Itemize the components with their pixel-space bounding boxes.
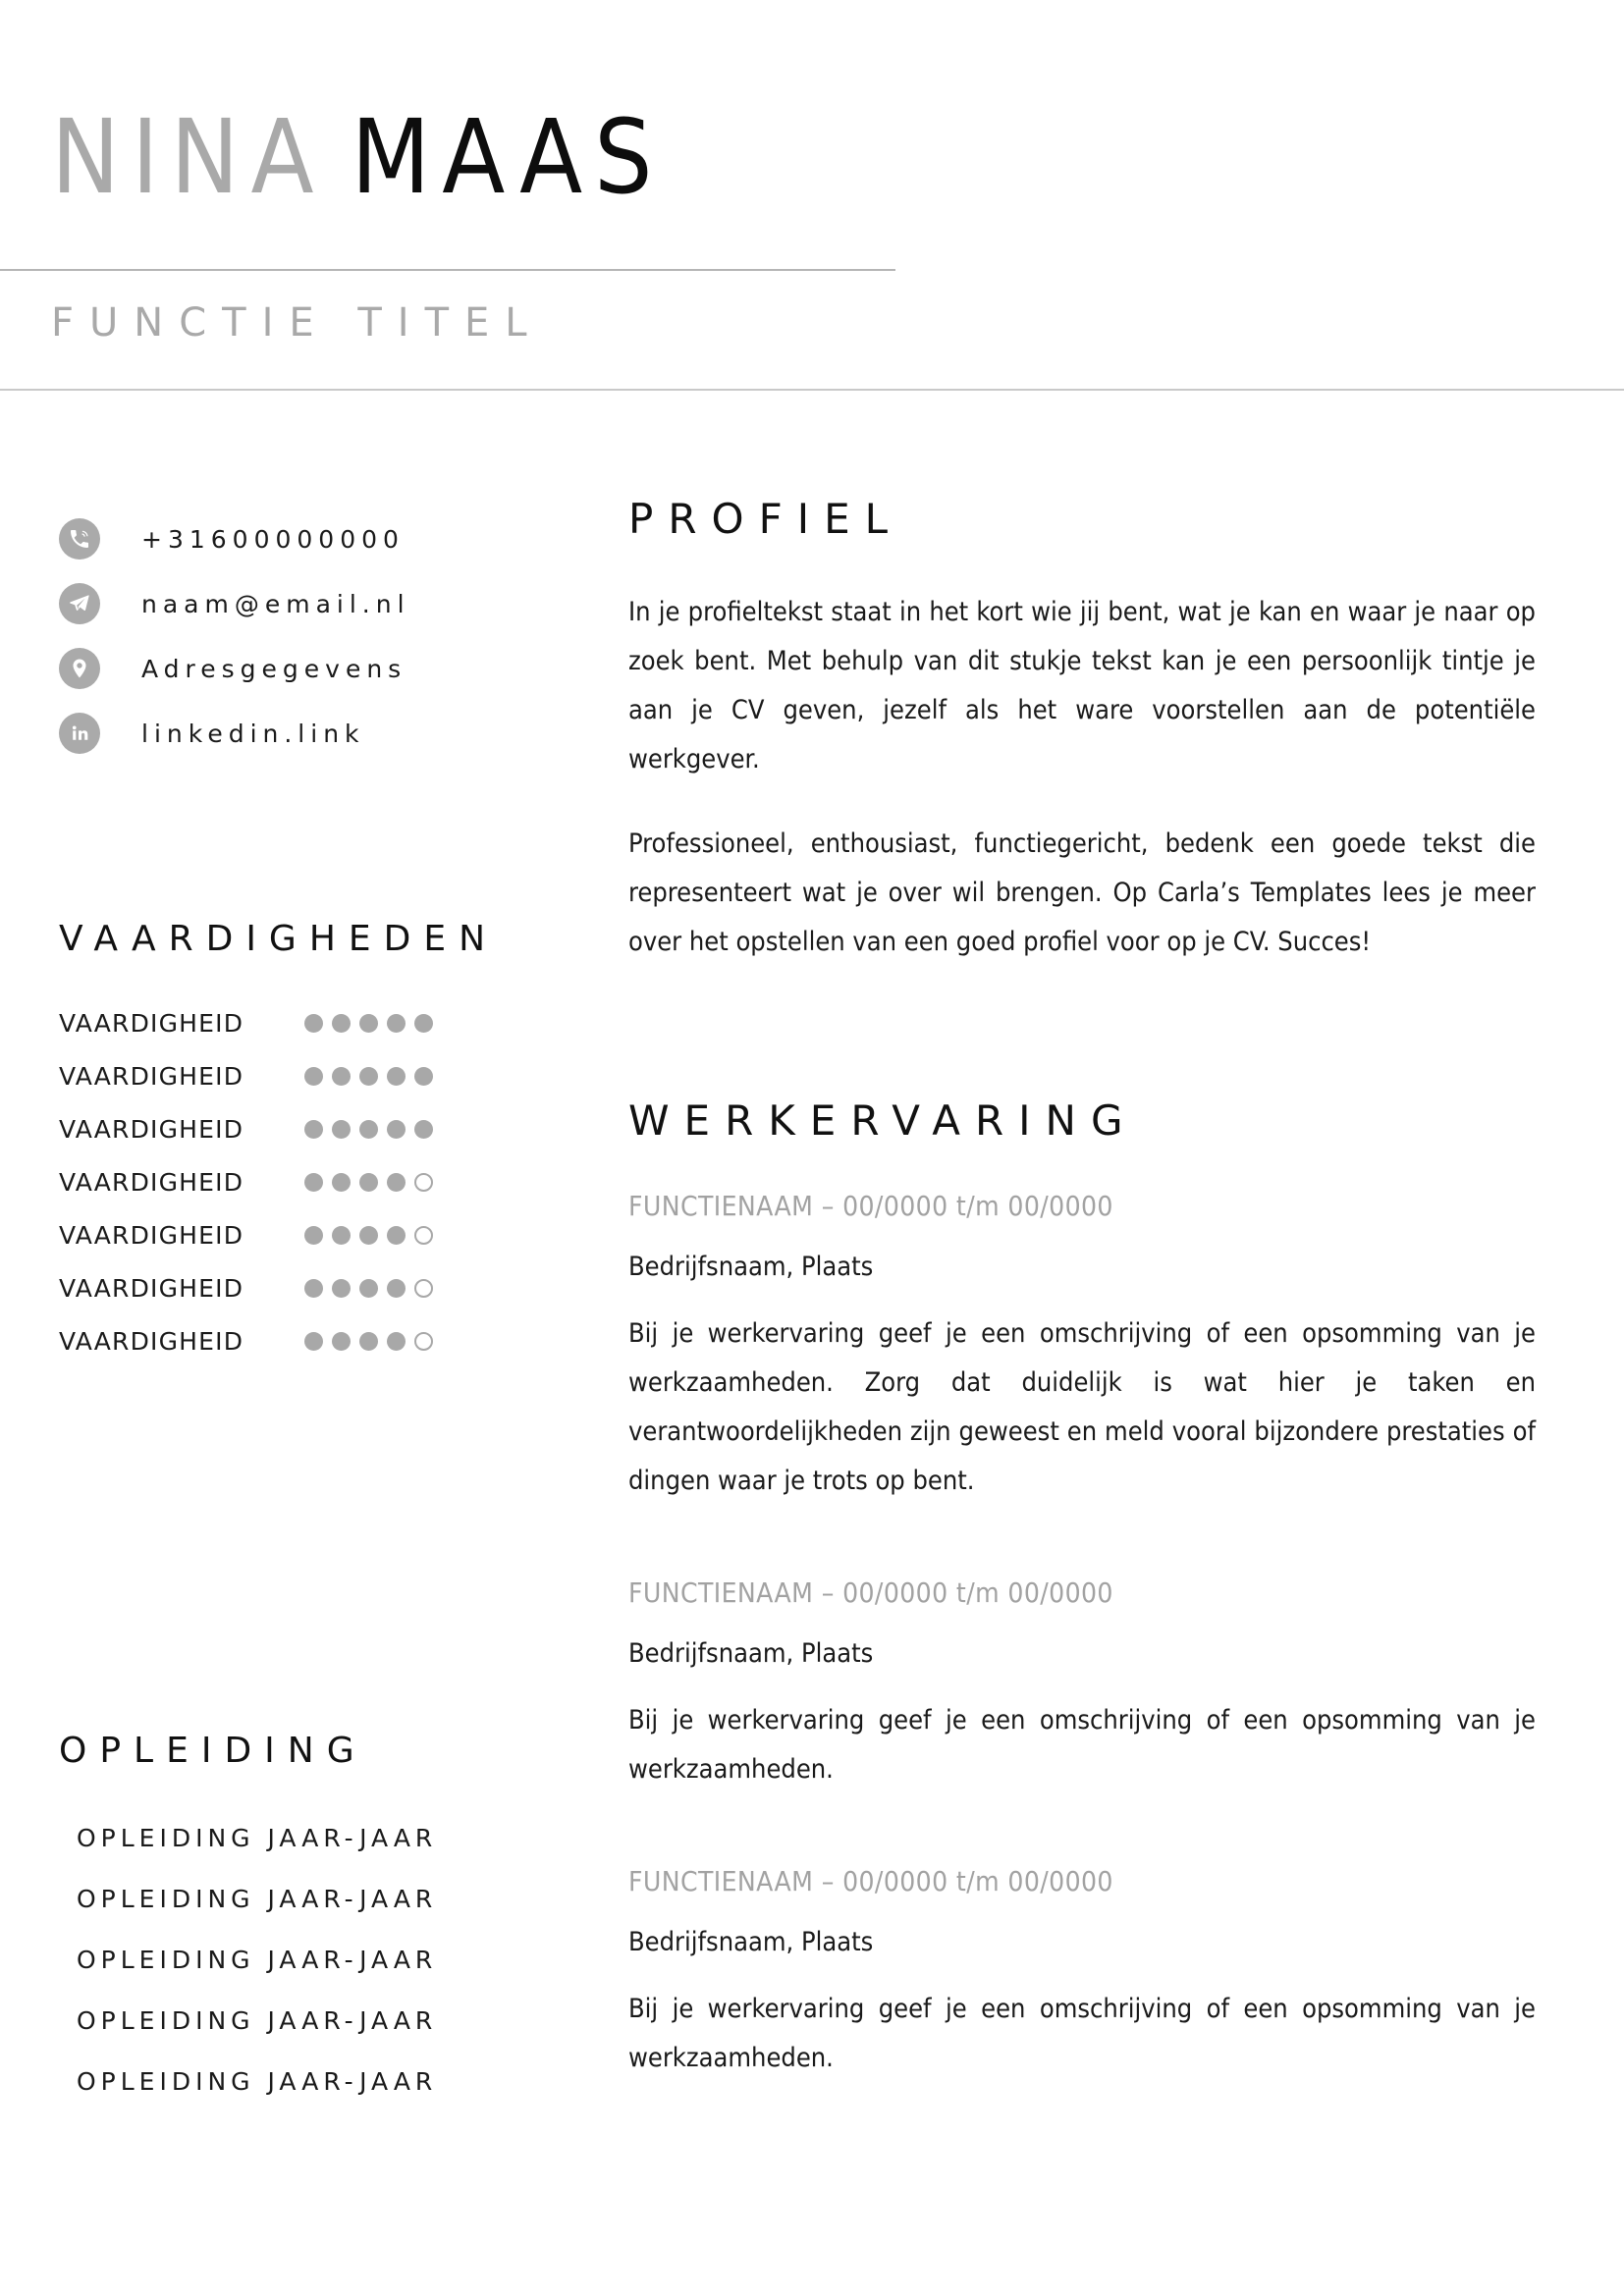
rating-dot-empty bbox=[414, 1279, 433, 1298]
rating-dot-filled bbox=[304, 1279, 323, 1298]
rating-dot-filled bbox=[359, 1332, 378, 1351]
skill-row bbox=[59, 1102, 628, 1155]
rating-dot-filled bbox=[387, 1014, 406, 1033]
profile-heading: PROFIEL bbox=[628, 495, 903, 543]
skill-rating bbox=[304, 1173, 433, 1192]
contact-list bbox=[0, 507, 628, 766]
rating-dot-filled bbox=[414, 1014, 433, 1033]
job-description: Bij je werkervaring geef je een omschrijving of een opsomming van je werkzaamheden. Zorg dat duidelijk is wat hier je taken en verantwoordelijkheden zijn geweest en meld vooral bijzondere prestaties of dingen waar je trots op bent. bbox=[628, 1318, 1536, 1496]
contact-value-linkedin: linkedin.link bbox=[141, 719, 365, 748]
rating-dot-filled bbox=[359, 1014, 378, 1033]
rating-dot-filled bbox=[332, 1067, 351, 1086]
profile-section bbox=[628, 495, 1536, 967]
job-company: Bedrijfsnaam, Plaats bbox=[628, 1252, 874, 1282]
experience-entry bbox=[628, 1576, 1536, 1794]
email-icon bbox=[59, 583, 100, 624]
contact-value-address: Adresgegevens bbox=[141, 654, 407, 683]
last-name: MAAS bbox=[351, 97, 665, 217]
rating-dot-filled bbox=[332, 1226, 351, 1245]
contact-item-address[interactable] bbox=[0, 636, 628, 701]
contact-item-email[interactable] bbox=[0, 571, 628, 636]
rating-dot-filled bbox=[359, 1067, 378, 1086]
rating-dot-filled bbox=[332, 1014, 351, 1033]
contact-item-linkedin[interactable] bbox=[0, 701, 628, 766]
skill-label: VAARDIGHEID bbox=[59, 1008, 244, 1038]
main-column bbox=[628, 391, 1624, 2154]
experience-entry bbox=[628, 1865, 1536, 2083]
education-section bbox=[0, 1731, 628, 2112]
job-company: Bedrijfsnaam, Plaats bbox=[628, 1927, 874, 1957]
rating-dot-filled bbox=[414, 1067, 433, 1086]
skill-rating bbox=[304, 1332, 433, 1351]
rating-dot-filled bbox=[387, 1120, 406, 1139]
skill-label: VAARDIGHEID bbox=[59, 1061, 244, 1091]
education-heading: OPLEIDING bbox=[59, 1731, 367, 1771]
experience-entry bbox=[628, 1190, 1536, 1506]
rating-dot-filled bbox=[359, 1120, 378, 1139]
contact-value-phone: +31600000000 bbox=[141, 524, 405, 554]
contact-value-email: naam@email.nl bbox=[141, 589, 410, 618]
education-item: OPLEIDING JAAR-JAAR bbox=[77, 1824, 438, 1852]
job-description: Bij je werkervaring geef je een omschrijving of een opsomming van je werkzaamheden. bbox=[628, 1705, 1536, 1785]
skill-rating bbox=[304, 1014, 433, 1033]
skills-heading: VAARDIGHEDEN bbox=[59, 919, 499, 959]
skills-section bbox=[0, 919, 628, 1367]
cv-body bbox=[0, 391, 1624, 2154]
skill-rating bbox=[304, 1279, 433, 1298]
skill-label: VAARDIGHEID bbox=[59, 1326, 244, 1356]
profile-paragraph: Professioneel, enthousiast, functiegericht, bedenk een goede tekst die representeert wat je over wil brengen. Op Carla’s Templates lees je meer over het opstellen van een goed profiel voor op je CV. Succes! bbox=[628, 828, 1536, 957]
rating-dot-filled bbox=[332, 1332, 351, 1351]
linkedin-icon bbox=[59, 713, 100, 754]
rating-dot-empty bbox=[414, 1332, 433, 1351]
skills-list bbox=[59, 996, 628, 1367]
education-item: OPLEIDING JAAR-JAAR bbox=[77, 1946, 438, 1974]
profile-paragraph: In je profieltekst staat in het kort wie jij bent, wat je kan en waar je naar op zoek bent. Met behulp van dit stukje tekst kan je een persoonlijk tintje je aan je CV geven, jezelf als het ware voorstellen aan de potentiële werkgever. bbox=[628, 597, 1536, 774]
skill-row bbox=[59, 1261, 628, 1314]
rating-dot-filled bbox=[304, 1226, 323, 1245]
sidebar-column bbox=[0, 391, 628, 2112]
name-divider bbox=[0, 269, 895, 271]
education-item: OPLEIDING JAAR-JAAR bbox=[77, 1885, 438, 1913]
skill-label: VAARDIGHEID bbox=[59, 1167, 244, 1197]
page-title bbox=[51, 97, 665, 217]
rating-dot-filled bbox=[304, 1173, 323, 1192]
skill-rating bbox=[304, 1067, 433, 1086]
rating-dot-filled bbox=[387, 1279, 406, 1298]
experience-section bbox=[628, 1096, 1536, 2083]
education-item: OPLEIDING JAAR-JAAR bbox=[77, 2067, 438, 2096]
job-title-dates: FUNCTIENAAM – 00/0000 t/m 00/0000 bbox=[628, 1190, 1113, 1222]
first-name: NINA bbox=[51, 97, 326, 217]
rating-dot-empty bbox=[414, 1226, 433, 1245]
education-list bbox=[77, 1808, 628, 2112]
rating-dot-filled bbox=[304, 1067, 323, 1086]
rating-dot-filled bbox=[332, 1120, 351, 1139]
job-title: FUNCTIE TITEL bbox=[51, 300, 543, 346]
rating-dot-filled bbox=[387, 1173, 406, 1192]
rating-dot-filled bbox=[304, 1120, 323, 1139]
rating-dot-filled bbox=[304, 1014, 323, 1033]
rating-dot-filled bbox=[359, 1173, 378, 1192]
job-title-dates: FUNCTIENAAM – 00/0000 t/m 00/0000 bbox=[628, 1576, 1113, 1609]
skill-row bbox=[59, 1155, 628, 1208]
rating-dot-filled bbox=[414, 1120, 433, 1139]
rating-dot-filled bbox=[359, 1226, 378, 1245]
rating-dot-filled bbox=[304, 1332, 323, 1351]
skill-label: VAARDIGHEID bbox=[59, 1220, 244, 1250]
rating-dot-filled bbox=[387, 1226, 406, 1245]
skill-rating bbox=[304, 1120, 433, 1139]
education-item: OPLEIDING JAAR-JAAR bbox=[77, 2006, 438, 2035]
phone-icon bbox=[59, 518, 100, 560]
rating-dot-filled bbox=[359, 1279, 378, 1298]
skill-label: VAARDIGHEID bbox=[59, 1273, 244, 1303]
rating-dot-filled bbox=[387, 1067, 406, 1086]
job-company: Bedrijfsnaam, Plaats bbox=[628, 1638, 874, 1669]
skill-row bbox=[59, 1208, 628, 1261]
skill-row bbox=[59, 1049, 628, 1102]
job-description: Bij je werkervaring geef je een omschrijving of een opsomming van je werkzaamheden. bbox=[628, 1994, 1536, 2073]
job-title-dates: FUNCTIENAAM – 00/0000 t/m 00/0000 bbox=[628, 1865, 1113, 1897]
skill-rating bbox=[304, 1226, 433, 1245]
experience-heading: WERKERVARING bbox=[628, 1096, 1138, 1145]
rating-dot-filled bbox=[387, 1332, 406, 1351]
rating-dot-filled bbox=[332, 1279, 351, 1298]
skill-label: VAARDIGHEID bbox=[59, 1114, 244, 1144]
cv-header bbox=[0, 0, 1624, 391]
rating-dot-filled bbox=[332, 1173, 351, 1192]
location-icon bbox=[59, 648, 100, 689]
contact-item-phone[interactable] bbox=[0, 507, 628, 571]
skill-row bbox=[59, 996, 628, 1049]
skill-row bbox=[59, 1314, 628, 1367]
rating-dot-empty bbox=[414, 1173, 433, 1192]
